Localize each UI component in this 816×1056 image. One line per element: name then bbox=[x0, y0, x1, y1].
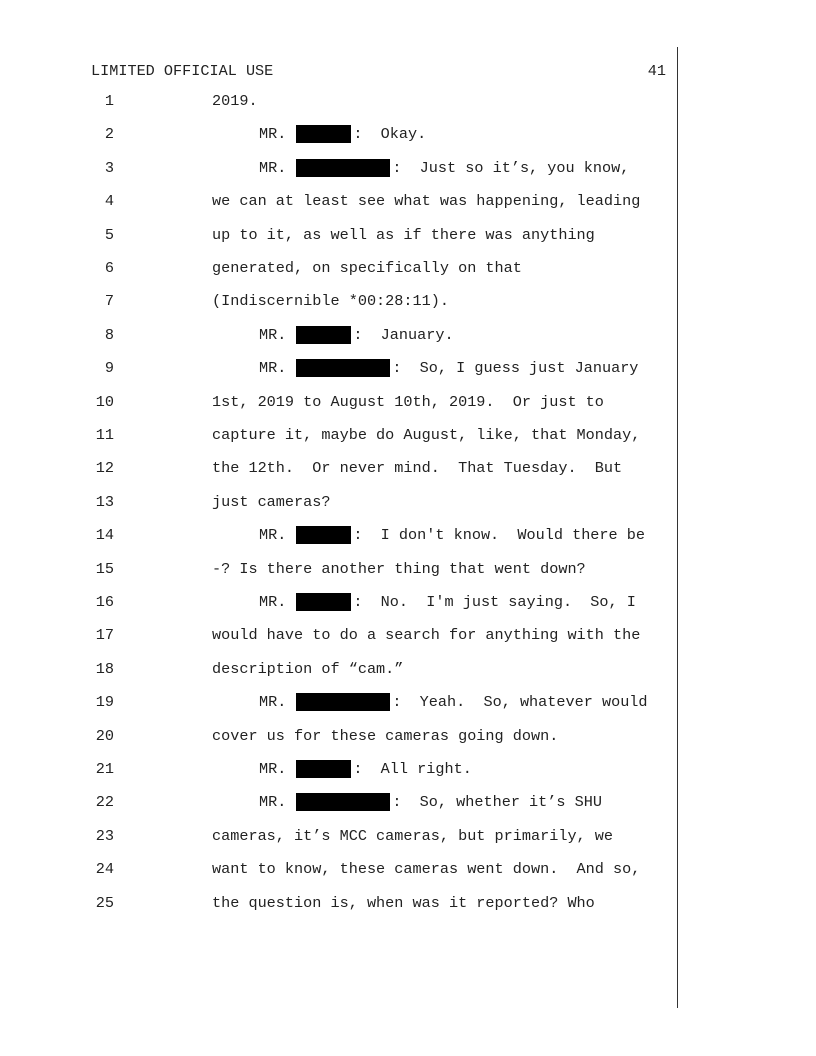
line-content: would have to do a search for anything with the bbox=[212, 626, 641, 645]
line-content: : Okay. bbox=[353, 125, 427, 144]
speaker-line bbox=[259, 326, 454, 344]
transcript-line bbox=[0, 660, 816, 684]
line-text bbox=[212, 560, 586, 578]
transcript-line bbox=[0, 626, 816, 650]
line-number: 14 bbox=[95, 526, 114, 545]
redaction-bar bbox=[296, 593, 351, 611]
speaker-line bbox=[259, 760, 472, 778]
transcript-line bbox=[0, 827, 816, 851]
line-content: (Indiscernible *00:28:11). bbox=[212, 292, 449, 311]
line-content: up to it, as well as if there was anything bbox=[212, 225, 595, 244]
line-content: we can at least see what was happening, leading bbox=[212, 192, 641, 211]
line-number: 22 bbox=[95, 793, 114, 812]
line-content: want to know, these cameras went down. And so, bbox=[212, 860, 641, 879]
line-number: 25 bbox=[95, 893, 114, 912]
redaction-bar bbox=[296, 125, 351, 143]
line-number: 11 bbox=[95, 426, 114, 444]
line-content: -? Is there another thing that went down? bbox=[212, 559, 586, 578]
line-content: just cameras? bbox=[212, 492, 331, 511]
line-content: generated, on specifically on that bbox=[212, 259, 522, 277]
speaker-label: MR. bbox=[259, 325, 287, 344]
line-content: capture it, maybe do August, like, that Monday, bbox=[212, 426, 641, 444]
speaker-line bbox=[259, 159, 629, 177]
line-content: 1st, 2019 to August 10th, 2019. Or just to bbox=[212, 392, 604, 411]
line-content: : I don't know. Would there be bbox=[353, 526, 645, 545]
transcript-line bbox=[0, 560, 816, 584]
line-number: 18 bbox=[95, 659, 114, 678]
line-content: : So, I guess just January bbox=[392, 359, 639, 378]
line-text bbox=[212, 493, 330, 511]
line-number: 7 bbox=[104, 292, 114, 311]
line-text bbox=[212, 393, 604, 411]
line-number: 10 bbox=[95, 392, 114, 411]
line-number: 4 bbox=[104, 192, 114, 211]
speaker-line bbox=[259, 593, 636, 611]
line-content: the 12th. Or never mind. That Tuesday. But bbox=[212, 459, 623, 478]
line-text bbox=[212, 860, 640, 878]
speaker-label: MR. bbox=[259, 125, 287, 144]
line-number: 2 bbox=[104, 125, 114, 144]
line-number: 21 bbox=[95, 760, 114, 778]
line-number: 20 bbox=[95, 726, 114, 745]
line-number: 13 bbox=[95, 492, 114, 511]
line-text bbox=[212, 894, 595, 912]
transcript-line bbox=[0, 426, 816, 450]
speaker-line bbox=[259, 526, 645, 544]
speaker-label: MR. bbox=[259, 158, 287, 177]
line-number: 12 bbox=[95, 459, 114, 478]
transcript-line bbox=[0, 894, 816, 918]
line-number: 16 bbox=[95, 593, 114, 611]
speaker-label: MR. bbox=[259, 760, 287, 778]
line-number: 8 bbox=[104, 325, 114, 344]
line-number: 9 bbox=[104, 359, 114, 378]
line-number: 15 bbox=[95, 559, 114, 578]
transcript-line bbox=[0, 459, 816, 483]
transcript-line bbox=[0, 526, 816, 550]
line-number: 23 bbox=[95, 826, 114, 845]
transcript-line bbox=[0, 259, 816, 283]
transcript-line bbox=[0, 159, 816, 183]
line-number: 1 bbox=[104, 92, 114, 110]
line-content: cover us for these cameras going down. bbox=[212, 726, 559, 745]
line-text bbox=[212, 626, 640, 644]
redaction-bar bbox=[296, 359, 390, 377]
speaker-line bbox=[259, 793, 602, 811]
line-number: 19 bbox=[95, 693, 114, 712]
classification-header: LIMITED OFFICIAL USE bbox=[91, 62, 274, 80]
transcript-line bbox=[0, 226, 816, 250]
speaker-label: MR. bbox=[259, 526, 287, 545]
line-content: : So, whether it’s SHU bbox=[392, 793, 602, 812]
transcript-line bbox=[0, 593, 816, 617]
line-text bbox=[212, 226, 595, 244]
line-number: 17 bbox=[95, 626, 114, 645]
line-content: : No. I'm just saying. So, I bbox=[353, 593, 636, 611]
line-text bbox=[212, 727, 558, 745]
speaker-label: MR. bbox=[259, 793, 287, 812]
speaker-line bbox=[259, 693, 648, 711]
line-number: 24 bbox=[95, 860, 114, 879]
line-content: the question is, when was it reported? Who bbox=[212, 893, 595, 912]
transcript-line bbox=[0, 359, 816, 383]
transcript-line bbox=[0, 326, 816, 350]
speaker-label: MR. bbox=[259, 593, 287, 611]
redaction-bar bbox=[296, 693, 390, 711]
line-content: : Just so it’s, you know, bbox=[392, 158, 630, 177]
transcript-line bbox=[0, 760, 816, 784]
transcript-line bbox=[0, 192, 816, 216]
line-text bbox=[212, 459, 622, 477]
transcript-line bbox=[0, 493, 816, 517]
redaction-bar bbox=[296, 793, 390, 811]
transcript-line bbox=[0, 860, 816, 884]
line-number: 5 bbox=[104, 225, 114, 244]
line-text bbox=[212, 92, 258, 110]
line-number: 6 bbox=[104, 259, 114, 277]
line-content: 2019. bbox=[212, 92, 258, 110]
line-text bbox=[212, 426, 640, 444]
redaction-bar bbox=[296, 526, 351, 544]
transcript-line bbox=[0, 793, 816, 817]
speaker-line bbox=[259, 359, 638, 377]
line-number: 3 bbox=[104, 158, 114, 177]
transcript-line bbox=[0, 727, 816, 751]
line-content: description of “cam.” bbox=[212, 659, 404, 678]
redaction-bar bbox=[296, 760, 351, 778]
transcript-line bbox=[0, 125, 816, 149]
line-text bbox=[212, 827, 613, 845]
line-content: : All right. bbox=[353, 760, 472, 778]
line-content: : January. bbox=[353, 325, 454, 344]
line-text bbox=[212, 292, 449, 310]
speaker-label: MR. bbox=[259, 359, 287, 378]
line-text bbox=[212, 192, 640, 210]
speaker-label: MR. bbox=[259, 693, 287, 712]
line-content: cameras, it’s MCC cameras, but primarily, we bbox=[212, 826, 614, 845]
line-text bbox=[212, 660, 403, 678]
line-content: : Yeah. So, whatever would bbox=[392, 693, 648, 712]
line-text bbox=[212, 259, 522, 277]
transcript-line bbox=[0, 92, 816, 116]
transcript-line bbox=[0, 292, 816, 316]
page-number: 41 bbox=[647, 62, 666, 80]
transcript-line bbox=[0, 393, 816, 417]
transcript-line bbox=[0, 693, 816, 717]
redaction-bar bbox=[296, 159, 390, 177]
redaction-bar bbox=[296, 326, 351, 344]
speaker-line bbox=[259, 125, 426, 143]
